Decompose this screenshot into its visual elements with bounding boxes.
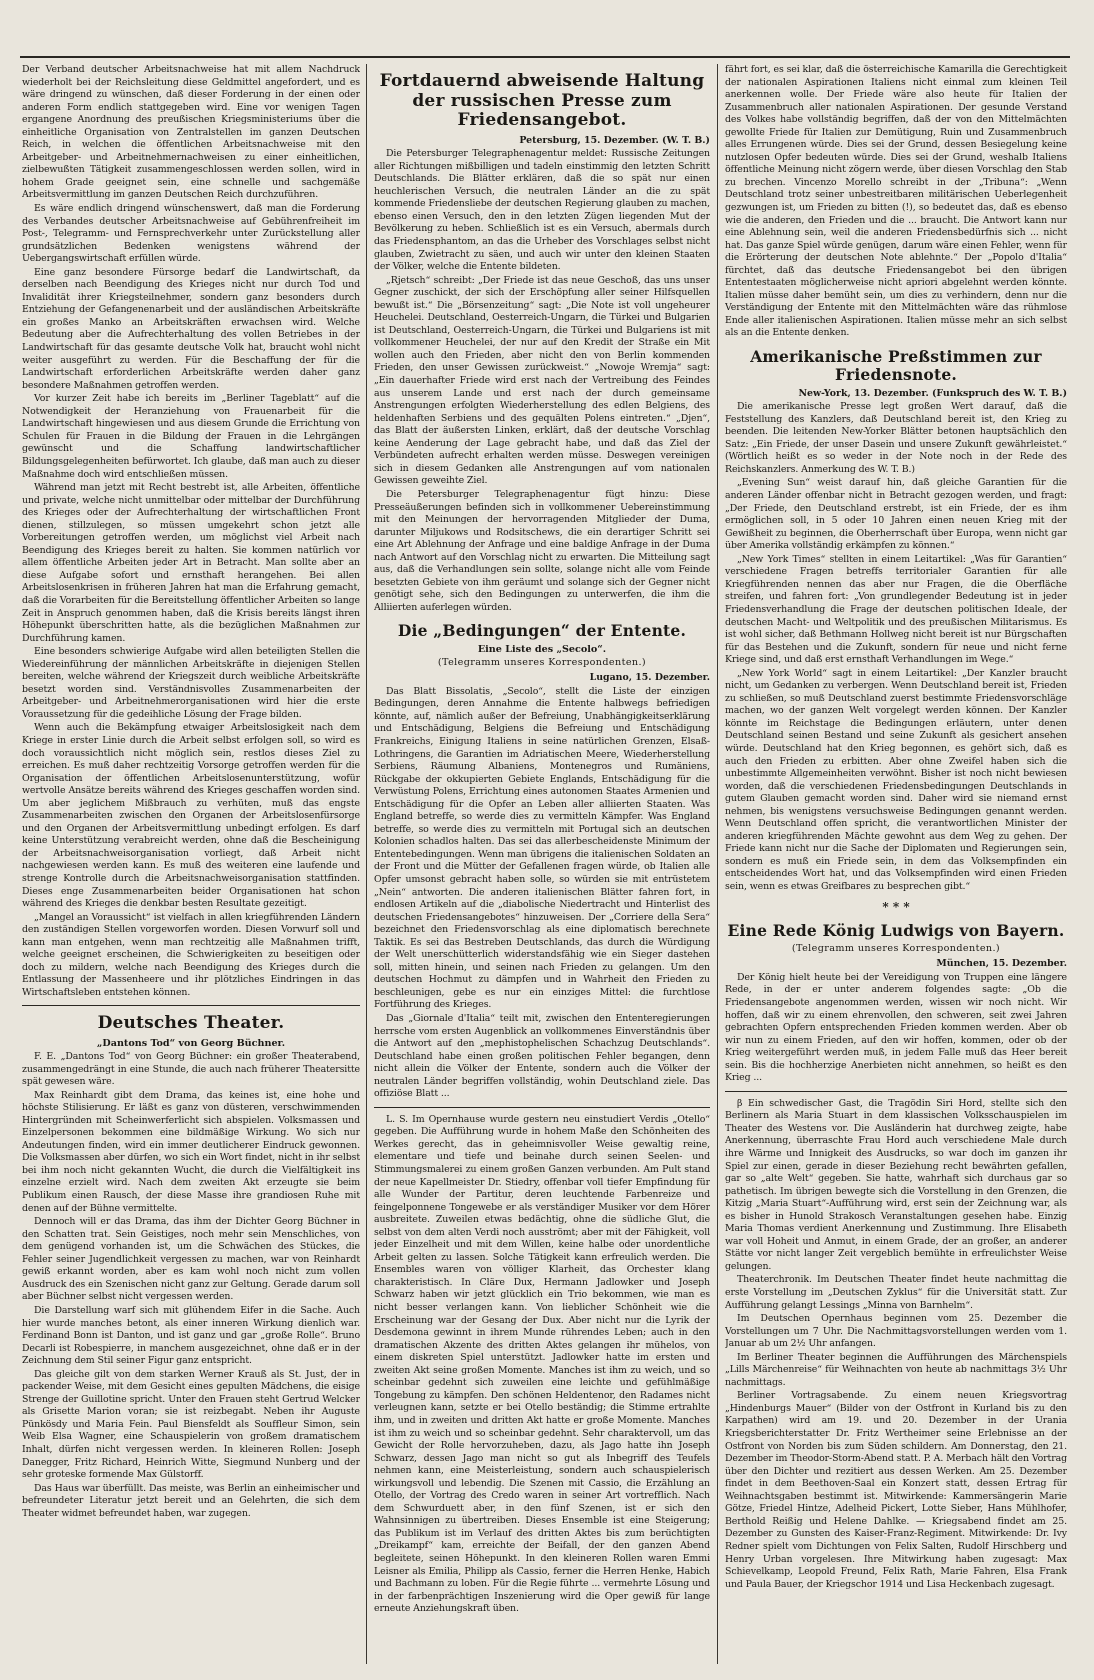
section-divider xyxy=(22,1005,360,1006)
article-paragraph: fährt fort, es sei klar, daß die österreichische Kamarilla die Gerechtigkeit der nationalen Aspirationen Italiens nicht einmal zum kleinen Teil anerkennen wolle. Der Friede wäre also heute für Italien der Zusammenbruch aller nationalen Aspirationen. Der gesunde Verstand des Volkes habe vollständig begriffen, daß der von den Mittelmächten gewollte Friede für Italien zur Demütigung, Ruin und Zusammenbruch alles Errungenen würde. Dies sei der Grund, dessen Besiegelung keine nutzlosen Opfer bedeuten würde. Dies sei der Grund, weshalb Italiens öffentliche Meinung nicht zögern werde, über diesen Vorschlag den Stab zu brechen. Vincenzo Morello schreibt in der „Tribuna“: „Wenn Deutschland trotz seiner unbestreitbaren militärischen Ueberlegenheit gezwungen ist, um Frieden zu bitten (!), so bedeutet das, daß es ebenso wie die anderen, den Frieden und die ... braucht. Die Antwort kann nur eine Ablehnung sein, weil die anderen Friedensbedürfnis sich ... nicht hat. Das ganze Spiel würde genügen, darum wäre einen Fehler, wenn für die Erörterung der deutschen Note ablehnte.“ Der „Popolo d'Italia“ fürchtet, daß das deutsche Friedensangebot bei den übrigen Ententestaaten möglicherweise nicht apriori abgelehnt werden könnte. Italien müsse daher bemüht sein, um dies zu verhindern, denn nur die Verständigung der Entente mit den Mittelmächten wäre das rühmlose Ende aller italienischen Aspirationen. Italien müsse mehr an sich selbst als an die Entente denken. xyxy=(725,64,1067,339)
review-paragraph: Dennoch will er das Drama, das ihm der Dichter Georg Büchner in den Schatten trat. Sein Geistiges, noch mehr sein Menschliches, von dem genügend vorhanden ist, um die Schwächen des Stückes, die Fehler seiner Jugendlichkeit vergessen zu machen, war von Reinhardt gewiß erkannt worden, aber es kam wohl noch nicht zum vollen Ausdruck des ein Szenischen nicht ganz zur Geltung. Gerade darum soll aber Büchner selbst nicht vergessen werden. xyxy=(22,1216,360,1303)
article-paragraph: Wenn auch die Bekämpfung etwaiger Arbeitslosigkeit nach dem Kriege in erster Linie durch die Arbeit selbst erfolgen soll, so wird es doch voraussichtlich nicht möglich sein, restlos dieses Ziel zu erreichen. Es muß daher rechtzeitig Vorsorge getroffen werden für die Organisation der öffentlichen Arbeitslosenunterstützung, wofür wertvolle Ansätze bereits während des Krieges geschaffen worden sind. Um aber jeglichem Mißbrauch zu verhüten, muß das engste Zusammenarbeiten zwischen den Organen der Arbeitslosenfürsorge und den Organen der Arbeitsvermittlung unbedingt erfolgen. Es darf keine Unterstützung verabreicht werden, ohne daß die Bescheinigung der Arbeitsnachweisorganisation vorliegt, daß Arbeit nicht nachgewiesen werden kann. Es muß des weiteren eine laufende und strenge Kontrolle durch die Arbeitsnachweisorganisation stattfinden. Dieses enge Zusammenarbeiten beider Organisationen hat schon während des Krieges die denkbar besten Resultate gezeitigt. xyxy=(22,722,360,910)
telegram-note: (Telegramm unseres Korrespondenten.) xyxy=(437,657,647,669)
article-paragraph: Die Petersburger Telegraphenagentur fügt hinzu: Diese Presseäußerungen befinden sich in vollkommener Uebereinstimmung mit den Meinungen der hervorragenden Mitglieder der Duma, darunter Miljukows und Rodsitschews, die ein derartiger Schritt sei eine Art Ablehnung der Anfrage und eine baldige Anfrage in der Duma nach Antwort auf den Vorschlag nicht zu erwarten. Die Mitteilung sagt aus, daß die Verhandlungen sein sollte, solange nicht alle vom Feinde besetzten Gebiete von ihm geräumt und solange sich der Gegner nicht genötigt sehe, sich den Bedingungen zu unterwerfen, die ihm die Alliierten auferlegen würden. xyxy=(374,488,710,613)
article-paragraph: Das „Giornale d'Italia“ teilt mit, zwischen den Ententeregierungen herrsche vom ersten Augenblick an vollkommenes Einverständnis über die Antwort auf den „mephistophelischen Schachzug Deutschlands“. Deutschland habe einen großen politischen Fehler begangen, denn nicht allein die Völker der Entente, sondern auch die Völker der neutralen Länder begriffen vollständig, wohin Deutschland ziele. Das offiziöse Blatt ... xyxy=(374,1013,710,1100)
top-rule xyxy=(20,56,1070,58)
section-divider xyxy=(374,1107,710,1108)
column-right xyxy=(725,64,1067,1672)
opera-review: L. S. Im Opernhause wurde gestern neu einstudiert Verdis „Otello“ gegeben. Die Aufführung wurde in hohem Maße den Schönheiten des Werkes gerecht, das in geheimnisvoller Weise gewaltig reine, elementare und tiefe und beinahe durch seinen Seelen- und Stimmungsmalerei zu einem großen Ganzen verbunden. Am Pult stand der neue Kapellmeister Dr. Stiedry, offenbar voll tiefer Empfindung für alle Wunder der Partitur, deren leuchtende Farbenreize und feingelponnene Tongewebe er als verständiger Musiker vor dem Hörer ausbreitete. Zuweilen etwas bedächtig, ohne die südliche Glut, die selbst von dem alten Verdi noch ausströmt; aber mit der Fähigkeit, voll jeder Einzelheit und mit dem Willen, keine halbe oder unordentliche Arbeit gelten zu lassen. Solche Tätigkeit kann erfreulich werden. Die Ensembles waren von völliger Klarheit, das Orchester klang charakteristisch. In Cläre Dux, Hermann Jadlowker und Joseph Schwarz haben wir jetzt glücklich ein Trio bekommen, wie man es nicht besser verlangen kann. Von lieblicher Schönheit wie die Erscheinung war der Gesang der Dux. Aber nicht nur die Lyrik der Desdemona gewinnt in ihrem Munde rührendes Leben; auch in den dramatischen Akzente des dritten Aktes gelangen ihr mühelos, von einem diskreten Spiel unterstützt. Jadlowker hatte im ersten und zweiten Akt seine großen Momente. Manches ist ihm zu weich, und so scheinbar gedehnt sich zuweilen eine leichte und gefühlmäßige Tongebung zu kämpfen. Den schönen Heldentenor, den Radames nicht verleugnen kann, setzte er bei Otello beständig; die Stimme ertrahlte ihm, und in zweiten und dritten Akt hatte er große Momente. Manches ist ihm zu weich und so scheinbar gedehnt. Sehr charaktervoll, um das Gewicht der Rolle hervorzuheben, dazu, als Jago hatte ihn Joseph Schwarz, dessen Jago man nicht so gut als Inbegriff des Teufels nehmen kann, eine Meisterleistung, sondern auch schauspielerisch wirkungsvoll und lebendig. Die Szenen mit Cassio, die Erzählung an Otello, der Vortrag des Credo waren in seiner Art vortrefflich. Nach dem Schwurduett aber, in den fünf Szenen, ist er sich den Wahnsinnigen zu übertreiben. Dieses Ensemble ist eine Steigerung; das Publikum ist im Verlauf des dritten Aktes bis zum berüchtigten „Dreikampf“ kam, erreichte der Beifall, der den ganzen Abend begleitete, seinen Höhepunkt. In den kleineren Rollen waren Emmi Leisner als Emilia, Philipp als Cassio, ferner die Herren Henke, Habich und Bachmann zu loben. Für die Regie führte ... vermehrte Lösung und in der farbenprächtigen Inszenierung wird die Oper gewiß für lange erneute Anziehungskraft üben. xyxy=(374,1113,710,1615)
entente-conditions-headline: Die „Bedingungen“ der Entente. xyxy=(397,621,687,641)
culture-note: Berliner Vortragsabende. Zu einem neuen Kriegsvortrag „Hindenburgs Mauer“ (Bilder von der Ostfront in Kurland bis zu den Karpathen) wird am 19. und 20. Dezember in der Urania Kriegsberichterstatter Dr. Fritz Wertheimer seine Erlebnisse an der Ostfront von Norden bis zum Süden schildern. Am Donnerstag, den 21. Dezember im Theodor-Storm-Abend statt. P. A. Merbach hält den Vortrag über den Dichter und rezitiert aus dessen Werken. Am 25. Dezember findet in dem Beethoven-Saal ein Konzert statt, dessen Ertrag für Weihnachtsgaben bestimmt ist. Mitwirkende: Kammersängerin Marie Götze, Friedel Hintze, Adelheid Pickert, Lotte Sieber, Hans Mühlhofer, Berthold Reißig und Helene Dahlke. — Kriegsabend findet am 25. Dezember zu Gunsten des Kaiser-Franz-Regiment. Mitwirkende: Dr. Ivy Redner spielt vom Dichtungen von Felix Salten, Rudolf Hirschberg und Henry Urban vorgelesen. Ihre Mitwirkung haben zugesagt: Max Schievelkamp, Leopold Freund, Felix Rath, Marie Fahren, Elsa Frank und Paula Bauer, der Kriegschor 1914 und Lisa Heckenbach zugesagt. xyxy=(725,1390,1067,1590)
article-paragraph: Der Verband deutscher Arbeitsnachweise hat mit allem Nachdruck wiederholt bei der Reichsleitung diese Geldmittel angefordert, und es wäre dringend zu wünschen, daß dieser Forderung in der einen oder anderen Form endlich stattgegeben wird. Eine vor wenigen Tagen ergangene Anordnung des preußischen Kriegsministeriums über die einheitliche Organisation von Zentralstellen im ganzen Deutschen Reich, in welchen die öffentlichen Arbeitsnachweise mit den Arbeitgeber- und Arbeitnehmernachweisen zu einer einheitlichen, zielbewußten Tätigkeit zusammengeschlossen werden sollen, wird in hohem Grade geeignet sein, eine schnelle und sachgemäße Arbeitsvermittlung im ganzen Deutschen Reich durchzuführen. xyxy=(22,64,360,201)
article-paragraph: „Rjetsch“ schreibt: „Der Friede ist das neue Geschoß, das uns unser Gegner zuschickt, der sich der Erschöpfung aller seiner Hilfsquellen bewußt ist.“ Die „Börsenzeitung“ sagt: „Die Note ist voll ungeheurer Heuchelei. Deutschland, Oesterreich-Ungarn, die Türkei und Bulgarien ist Deutschland, Oesterreich-Ungarn, die Türkei und Bulgariens ist mit vollkommener Heuchelei, der nur auf den Kredit der Straße ein Mit wollen auch den Frieden, aber nicht den von Berlin kommenden Frieden, den unser Gewissen zurückweist.“ „Nowoje Wremja“ sagt: „Ein dauerhafter Friede wird erst nach der Vertreibung des Feindes aus unserem Lande und erst nach der durch gemeinsame Anstrengungen erfolgten Wiederherstellung des edlen Belgiens, des heldenhaften Serbiens und des gequälten Polens eintreten.“ „Djen“, das Blatt der äußersten Linken, erklärt, daß der deutsche Vorschlag keine Aenderung der Lage gebracht habe, und daß das Ziel der Verbündeten aufrecht erhalten werden müsse. Deswegen vereinigen sich in diesem Gedanken alle Anstrengungen auf vom nationalen Gewissen geweihte Ziel. xyxy=(374,274,710,487)
article-paragraph: Die amerikanische Presse legt großen Wert darauf, daß die Feststellung des Kanzlers, daß Deutschland bereit ist, den Krieg zu beenden. Die leitenden New-Yorker Blätter betonen hauptsächlich den Satz: „Ein Friede, der unser Dasein und unsere Zukunft gewährleistet.“ (Wörtlich heißt es so weder in der Note noch in der Rede des Reichskanzlers. Anmerkung des W. T. B.) xyxy=(725,401,1067,475)
article-paragraph: „New York World“ sagt in einem Leitartikel: „Der Kanzler braucht nicht, um Gedanken zu verbergen. Wenn Deutschland bereit ist, Frieden zu schließen, so muß Deutschland zuerst bestimmte Friedensvorschläge machen, wo der ganzen Welt vorgelegt werden können. Der Kanzler könnte im Reichstage die Bedingungen erläutern, unter denen Deutschland seinen Bestand und seine Zukunft als gesichert ansehen würde. Deutschland hat den Krieg begonnen, es gehört sich, daß es auch den Frieden zu erbitten. Aber ohne Zweifel haben sich die unbestimmte Allgemeinheiten verwöhnt. Bisher ist noch nicht bewiesen worden, daß die verschiedenen Friedensbedingungen Deutschlands in gutem Glauben gemacht worden sind. Daher wird sie niemand ernst nehmen, bis wenigstens versuchsweise Bedingungen genannt werden. Wenn Deutschland offen spricht, die verantwortlichen Minister der anderen kriegführenden Mächte gewohnt aus dem Weg zu gehen. Der Friede kann nicht nur die Sache der Diplomaten und Regierungen sein, sondern es muß ein Friede sein, in dem das Volksempfinden ein entscheidendes Wort hat, und das Volksempfinden wird einen Frieden sein, wenn es etwas Greifbares zu besprechen gibt.“ xyxy=(725,667,1067,892)
russian-press-headline: Fortdauernd abweisende Haltung der russischen Presse zum Friedensangebot. xyxy=(379,71,705,131)
theater-subheadline: „Dantons Tod“ von Georg Büchner. xyxy=(96,1038,286,1050)
culture-note: Im Berliner Theater beginnen die Aufführungen des Märchenspiels „Lills Märchenreise“ für Weihnachten von heute ab nachmittags 3½ Uhr nachmittags. xyxy=(725,1351,1067,1388)
dateline: Lugano, 15. Dezember. xyxy=(589,672,710,684)
column-rule-1 xyxy=(366,64,367,1664)
subheadline: Eine Liste des „Secolo“. xyxy=(477,644,607,656)
article-paragraph: Das Blatt Bissolatis, „Secolo“, stellt die Liste der einzigen Bedingungen, deren Annahme die Entente halbwegs befriedigen könnte, auf, nämlich außer der Befreiung, Unabhängigkeitserklärung und Entschädigung, Belgiens die Befreiung und Entschädigung Frankreichs, Einigung Italiens in seine natürlichen Grenzen, Elsaß-Lothringens, die Garantien im Adriatischen Meere, Wiederherstellung Serbiens, Räumung Albaniens, Montenegros und Rumäniens, Rückgabe der okkupierten Gebiete Englands, Entschädigung für die Verwüstung Polens, Errichtung eines autonomen Staates Armenien und Entschädigung für die Opfer an Leben aller alliierten Staaten. Was England betreffe, so werde dies zu vermitteln Kämpfer. Was England betreffe, so werde dies zu vermitteln mit Portugal sich an deutschen Kolonien schadlos halten. Das sei das allerbescheidenste Minimum der Ententebedingungen. Wenn man übrigens die italienischen Soldaten an der Front und die Mütter der Gefallenen fragen würde, ob Italien alle Opfer umsonst gebracht haben solle, so würden sie mit entrüstetem „Nein“ antworten. Die anderen italienischen Blätter fahren fort, in endlosen Artikeln auf die „diabolische Niedertracht und Hinterlist des deutschen Friedensangebotes“ hinzuweisen. Der „Corriere della Sera“ bezeichnet den Friedensvorschlag als eine diplomatisch berechnete Taktik. Es sei das Bestreben Deutschlands, das durch die Würdigung der Welt unerschütterlich widerstandsfähig wie ein Sieger dastehen soll, mitten hinein, und seinen nach Frieden zu gelangen. Um den deutschen Hochmut zu dämpfen und in Wahrheit den Frieden zu beschleunigen, gebe es nur ein einziges Mittel: die furchtlose Fortführung des Krieges. xyxy=(374,685,710,1011)
dateline: München, 15. Dezember. xyxy=(936,958,1067,970)
column-middle xyxy=(374,64,710,1672)
culture-note: Im Deutschen Opernhaus beginnen vom 25. Dezember die Vorstellungen um 7 Uhr. Die Nachmittagsvorstellungen werden vom 1. Januar ab um 2½ Uhr anfangen. xyxy=(725,1313,1067,1350)
review-paragraph: F. E. „Dantons Tod“ von Georg Büchner: ein großer Theaterabend, zusammengedrängt in eine Stunde, die auch nach früherer Theatersitte spät gewesen wäre. xyxy=(22,1051,360,1088)
culture-note: Theaterchronik. Im Deutschen Theater findet heute nachmittag die erste Vorstellung im „Deutschen Zyklus“ für die Universität statt. Zur Aufführung gelangt Lessings „Minna von Barnhelm“. xyxy=(725,1274,1067,1311)
culture-note: β Ein schwedischer Gast, die Tragödin Siri Hord, stellte sich den Berlinern als Maria Stuart in dem klassischen Volksschauspielen im Theater des Westens vor. Die Ausländerin hat durchweg zeigte, habe Anerkennung, überraschte Frau Hord auch verschiedene Male durch ihre Wärme und Innigkeit des Ausdrucks, so war doch im ganzen ihr Spiel zur einen, gerade in dieser Beziehung recht bewährten gefallen, gar so „alte Welt“ gegeben. Sie hatte, wahrhaft sich durchaus gar so pathetisch. Im übrigen bewegte sich die Vorstellung in den Grenzen, die Kitzig „Maria Stuart“-Aufführung wird, erst sein der Zeichnung war, als es bisher in Hunold Strakosch Veranstaltungen gesehen habe. Einzig Maria Thomas verdient Anerkennung und Zustimmung. Ihre Elisabeth war voll Hoheit und Anmut, in einem Grade, der an großer, an anderer Stätte vor nicht langer Zeit vergeblich bemühte in erfreulichster Weise gelungen. xyxy=(725,1097,1067,1272)
article-paragraph: Die Petersburger Telegraphenagentur meldet: Russische Zeitungen aller Richtungen mißbilligen und tadeln einstimmig den letzten Schritt Deutschlands. Die Blätter erklären, daß die so spät nur einen heuchlerischen Versuch, die neutralen Länder an die zu spät kommende Friedensliebe der deutschen Regierung glauben zu machen, ebenso einen Versuch, den in den letzten Zügen liegenden Mut der Bevölkerung zu heben. Schließlich ist es ein Versuch, abermals durch das Friedensphantom, an das die Urheber des Vorschlages selbst nicht glauben, Zwietracht zu säen, und auch wir unter den kleinen Staaten der Völker, welche die Entente bildeten. xyxy=(374,148,710,273)
article-paragraph: Es wäre endlich dringend wünschenswert, daß man die Forderung des Verbandes deutscher Arbeitsnachweise auf Gebührenfreiheit im Post-, Telegramm- und Fernsprechverkehr unter Zurückstellung aller grundsätzlichen Bedenken wenigstens während der Uebergangswirtschaft erfüllen würde. xyxy=(22,203,360,265)
article-paragraph: Eine besonders schwierige Aufgabe wird allen beteiligten Stellen die Wiedereinführung der männlichen Arbeitskräfte in diejenigen Stellen bereiten, welche während der Kriegszeit durch weibliche Arbeitskräfte besetzt worden sind. Verständnisvolles Zusammenarbeiten der Arbeitgeber- und Arbeitnehmerorganisationen wird hier die erste Voraussetzung für die gedeihliche Lösung der Frage bilden. xyxy=(22,646,360,720)
section-divider xyxy=(725,1091,1067,1092)
dateline: Petersburg, 15. Dezember. (W. T. B.) xyxy=(519,134,710,146)
review-paragraph: Das Haus war überfüllt. Das meiste, was Berlin an einheimischer und befreundeter Literatur jetzt bereit und an Gelehrten, die sich dem Theater widmet befreundet haben, war zugegen. xyxy=(22,1482,360,1519)
king-ludwig-headline: Eine Rede König Ludwigs von Bayern. xyxy=(727,920,1065,940)
review-paragraph: Das gleiche gilt von dem starken Werner Krauß als St. Just, der in packender Weise, mit dem Gesicht eines gepulten Mädchens, die eisige Strenge der Guillotine spricht. Unter den Frauen steht Gertrud Welcker als Grisette Marion voran; sie ist reizbegabt. Neben ihr Auguste Pünkösdy und Maria Fein. Paul Biensfeldt als Souffleur Simon, sein Weib Elsa Wagner, eine Schauspielerin von großem dramatischem Inhalt, dürfen nicht vergessen werden. In kleineren Rollen: Joseph Danegger, Fritz Richard, Heinrich Witte, Siegmund Nunberg und der sehr groteske formende Max Gülstorff. xyxy=(22,1368,360,1481)
article-paragraph: „New York Times“ stellten in einem Leitartikel: „Was für Garantien“ verschiedene Fragen betreffs territorialer Garantien für alle Kriegführenden nennen das aber nur Fragen, die die Oberfläche streifen, und fahren fort: „Von grundlegender Bedeutung ist in jeder Friedensverhandlung die Frage der deutschen politischen Ideale, der deutschen Macht- und Weltpolitik und des preußischen Militarismus. Es ist wohl sicher, daß Bethmann Hollweg nicht bereit ist nur Bürgschaften für das Bestehen und die Zukunft, sondern für neue und nicht ferne Kriege sind, und daß erst ernsthaft Verhandlungen im Wege.“ xyxy=(725,553,1067,666)
article-paragraph: Vor kurzer Zeit habe ich bereits im „Berliner Tageblatt“ auf die Notwendigkeit der Heranziehung von Frauenarbeit für die Landwirtschaft hingewiesen und aus diesem Grunde die Errichtung von Schulen für Frauen in die Bildung der Frauen in die Lehrgängen gewünscht und die Schaffung landwirtschaftlicher Bildungsgelegenheiten befürwortet. Ich glaube, daß man auch zu dieser Maßnahme doch wird entschließen müssen. xyxy=(22,393,360,480)
article-paragraph: Eine ganz besondere Fürsorge bedarf die Landwirtschaft, da derselben nach Beendigung des Krieges nicht nur durch Tod und Invalidität ihrer Kriegsteilnehmer, sondern ganz besonders durch Entziehung der Gefangenenarbeit und der ausländischen Arbeitskräfte ein großes Manko an Arbeitskräften erwachsen wird. Welche Bedeutung aber die Aufrechterhaltung des vollen Betriebes in der Landwirtschaft für das gesamte deutsche Volk hat, braucht wohl nicht weiter ausgeführt zu werden. Für die Beschaffung der für die Landwirtschaft erforderlichen Arbeitskräfte werden daher ganz besondere Maßnahmen getroffen werden. xyxy=(22,266,360,391)
column-left xyxy=(22,64,360,1672)
review-paragraph: Max Reinhardt gibt dem Drama, das keines ist, eine hohe und höchste Stilisierung. Er läßt es ganz von düsteren, verschwimmenden Hintergründen mit Scheinwerferlicht sich abspielen. Volksmassen und Einzelpersonen bekommen eine bildmäßige Wirkung. Wo sich nur Andeutungen finden, wird ein immer deutlicherer Eindruck gewonnen. Die Volksmassen aber dürfen, wo sich ein Wort findet, nicht in ihr selbst bei ihm noch nicht gekannten Wucht, die durch die Vielfältigkeit ins einzelne erzielt wird. Nach dem zweiten Akt erzeugte sie beim Publikum einen Rausch, der diese Masse ihre grandiosen Ruhe mit denen auf der Bühne vermittelte. xyxy=(22,1089,360,1214)
article-paragraph: „Evening Sun“ weist darauf hin, daß gleiche Garantien für die anderen Länder offenbar nicht in Betracht gezogen werden, und fragt: „Der Friede, den Deutschland erstrebt, ist ein Friede, der es ihm ermöglichen soll, in 5 oder 10 Jahren einen neuen Krieg mit der Gewißheit zu beginnen, die Oberherrschaft über Europa, wenn nicht gar über Amerika vollständig erkämpfen zu können.“ xyxy=(725,477,1067,552)
dateline: New-York, 13. Dezember. (Funkspruch des W. T. B.) xyxy=(798,387,1067,399)
american-press-headline: Amerikanische Preßstimmen zur Friedensnote. xyxy=(750,347,1042,384)
theater-headline: Deutsches Theater. xyxy=(97,1013,285,1034)
article-paragraph: Der König hielt heute bei der Vereidigung von Truppen eine längere Rede, in der er unter anderem folgendes sagte: „Ob die Friedensangebote angenommen werden, wissen wir noch nicht. Wir hoffen, daß wir zu einem ehrenvollen, den schweren, seit zwei Jahren gebrachten Opfern entsprechenden Frieden kommen werden. Aber ob wir nun zu einem Frieden, auf den wir hoffen, kommen, oder ob der Krieg weitergeführt werden muß, in jedem Falle muß das Heer bereit sein. Bis die hochherzige Anerbieten nicht annehmen, so heißt es den Krieg ... xyxy=(725,971,1067,1084)
column-rule-2 xyxy=(717,64,718,1664)
review-paragraph: Die Darstellung warf sich mit glühendem Eifer in die Sache. Auch hier wurde manches betont, als einer inneren Wirkung dienlich war. Ferdinand Bonn ist Danton, und ist ganz und gar „große Rolle“. Bruno Decarli ist Robespierre, in manchem ausgezeichnet, ohne daß er in der Zeichnung dem Stil seiner Figur ganz entspricht. xyxy=(22,1304,360,1367)
telegram-note: (Telegramm unseres Korrespondenten.) xyxy=(791,943,1001,955)
article-paragraph: Während man jetzt mit Recht bestrebt ist, alle Arbeiten, öffentliche und private, welche nicht unmittelbar oder mittelbar der Durchführung des Krieges oder der Aufrechterhaltung der wirtschaftlichen Front dienen, stillzulegen, so müssen umgekehrt schon jetzt alle Vorbereitungen getroffen werden, um möglichst viel Arbeit nach Beendigung des Krieges bereit zu halten. Sie kommen natürlich vor allem öffentliche Arbeiten jeder Art in Betracht. Man sollte aber an diese Aufgabe sofort und ernsthaft herangehen. Bei allen Arbeitslosenkrisen in früheren Jahren hat man die Erfahrung gemacht, daß die Vorarbeiten für die Bereitstellung öffentlicher Arbeiten so lange Zeit in Anspruch genommen haben, daß die Krisis bereits längst ihren Höhepunkt überschritten hatte, als die bezüglichen Maßnahmen zur Durchführung kamen. xyxy=(22,482,360,644)
section-stars: * * * xyxy=(882,899,910,914)
article-paragraph: „Mangel an Voraussicht“ ist vielfach in allen kriegführenden Ländern den zuständigen Stellen vorgeworfen worden. Diesen Vorwurf soll und kann man entgehen, wenn man rechtzeitig alle Maßnahmen trifft, welche geeignet erscheinen, die Schwierigkeiten zu beseitigen oder doch zu mildern, welche nach Beendigung des Krieges durch die Entlassung der Massenheere und ihr plötzliches Eindringen in das Wirtschaftsleben entstehen können. xyxy=(22,911,360,998)
